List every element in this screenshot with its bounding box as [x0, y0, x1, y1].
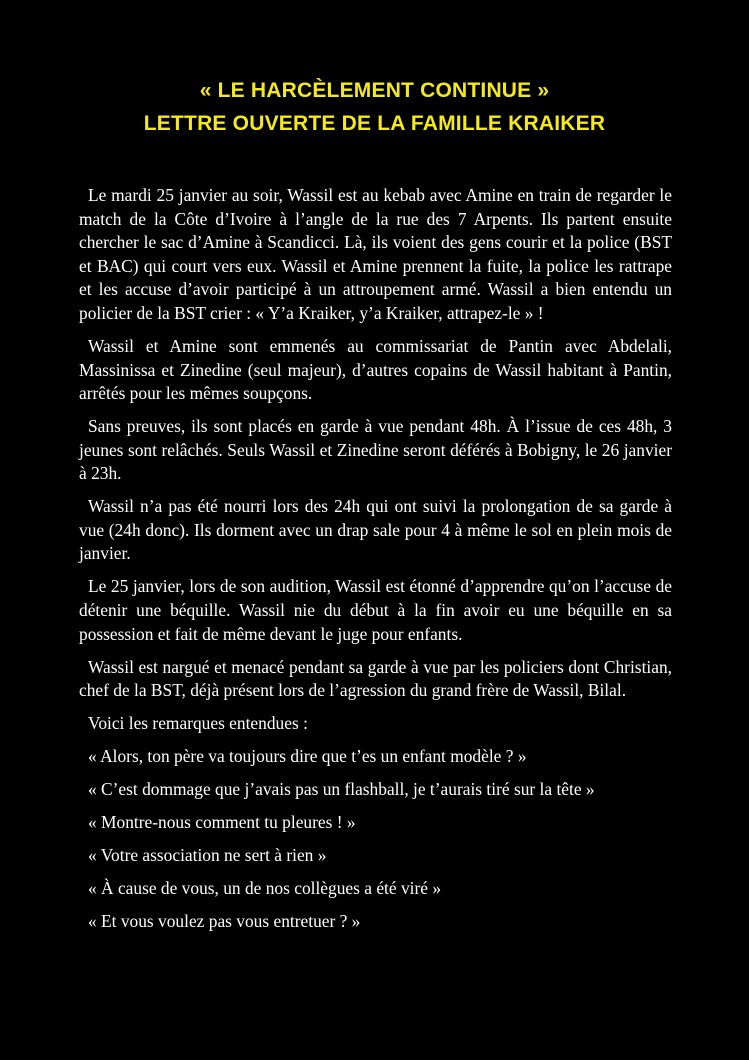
paragraph-threats: Wassil est nargué et menacé pendant sa garde à vue par les policiers dont Christian, chef de la BST, déjà présent lors de l’agression du grand frère de Wassil, Bilal. — [79, 656, 672, 701]
title-line-1: « LE HARCÈLEMENT CONTINUE » — [199, 79, 550, 102]
title-line-2: LETTRE OUVERTE DE LA FAMILLE KRAIKER — [143, 112, 606, 135]
quoted-remark: « Alors, ton père va toujours dire que t’es un enfant modèle ? » — [88, 746, 527, 767]
paragraph-conditions: Wassil n’a pas été nourri lors des 24h qui ont suivi la prolongation de sa garde à vue (24h donc). Ils dorment avec un drap sale pour 4 à même le sol en plein mois de janvier. — [79, 496, 672, 564]
paragraph-arrest-account: Le mardi 25 janvier au soir, Wassil est au kebab avec Amine en train de regarder le match de la Côte d’Ivoire à l’angle de la rue des 7 Arpents. Ils partent ensuite chercher le sac d’Amine à Scandicci. Là, ils voient des gens courir et la police (BST et BAC) qui court vers eux. Wassil et Amine prennent la fuite, la police les rattrape et les accuse d’avoir participé à un attroupement armé. Wassil a bien entendu un policier de la BST crier : « Y’a Kraiker, y’a Kraiker, attrapez-le » ! — [79, 185, 672, 323]
quoted-remark: « Montre-nous comment tu pleures ! » — [88, 812, 356, 833]
paragraph-garde-a-vue: Sans preuves, ils sont placés en garde à vue pendant 48h. À l’issue de ces 48h, 3 jeunes sont relâchés. Seuls Wassil et Zinedine seront déférés à Bobigny, le 26 janvier à 23h. — [79, 416, 672, 484]
paragraph-audition: Le 25 janvier, lors de son audition, Wassil est étonné d’apprendre qu’on l’accuse de détenir une béquille. Wassil nie du début à la fin avoir eu une béquille en sa possession et fait de même devant le juge pour enfants. — [79, 576, 672, 644]
quoted-remark: « À cause de vous, un de nos collègues a été viré » — [88, 878, 442, 899]
quoted-remark: « C’est dommage que j’avais pas un flashball, je t’aurais tiré sur la tête » — [88, 779, 595, 800]
letter-body — [79, 184, 672, 943]
paragraph-commissariat: Wassil et Amine sont emmenés au commissariat de Pantin avec Abdelali, Massinissa et Zinedine (seul majeur), d’autres copains de Wassil habitant à Pantin, arrêtés pour les mêmes soupçons. — [79, 335, 672, 404]
letter-title — [0, 76, 749, 139]
quoted-remark: « Et vous voulez pas vous entretuer ? » — [88, 911, 361, 932]
paragraph-remarks-intro: Voici les remarques entendues : — [88, 713, 308, 734]
quoted-remark: « Votre association ne sert à rien » — [88, 845, 327, 866]
quoted-remarks-list — [79, 745, 672, 934]
